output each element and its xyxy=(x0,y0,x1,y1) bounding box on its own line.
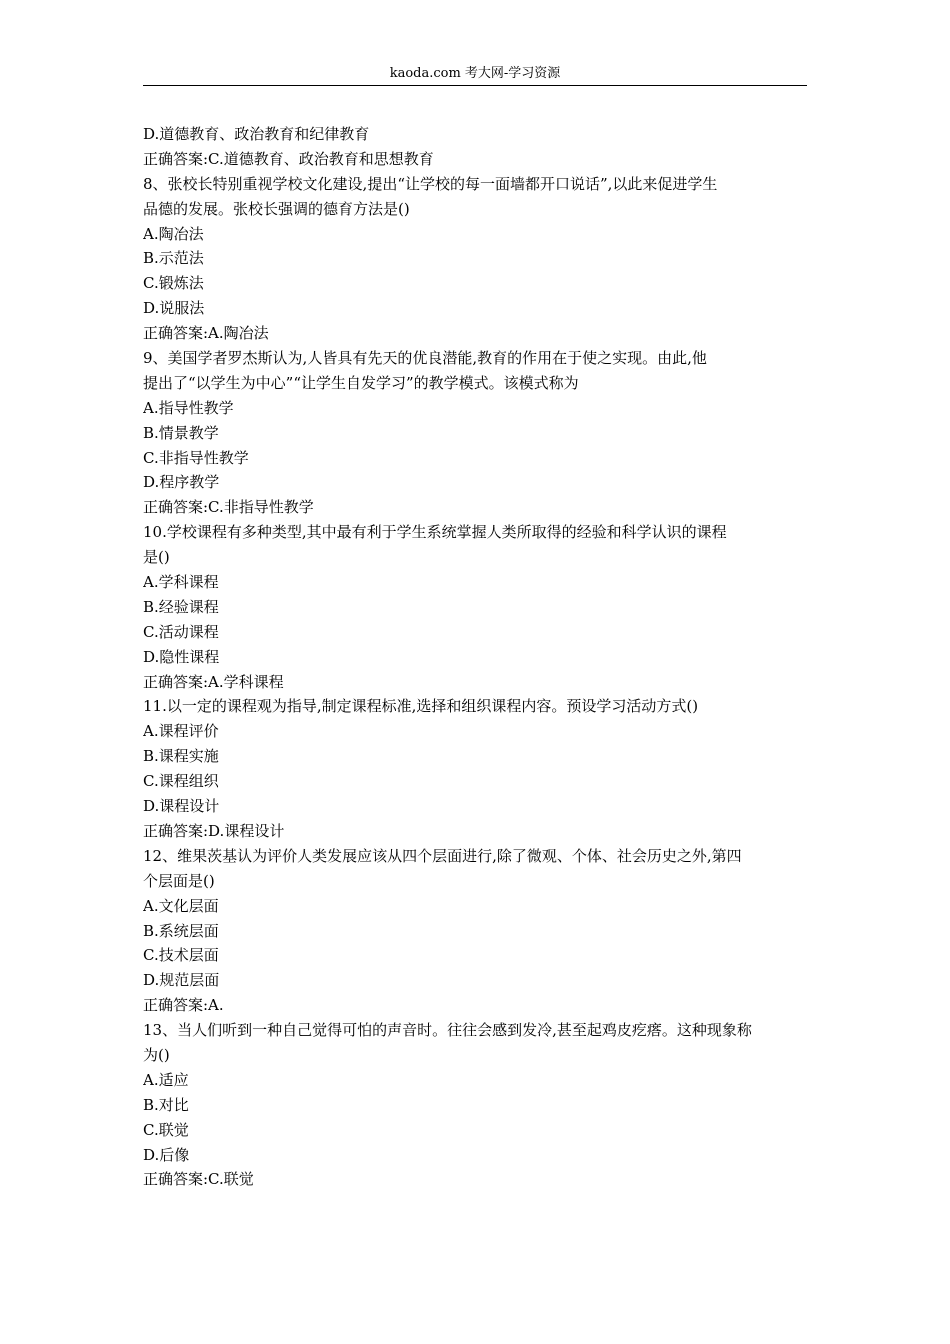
option-line: D.程序教学 xyxy=(143,473,220,492)
text-line: D.道德教育、政治教育和纪律教育 xyxy=(143,125,370,143)
option-line: D.后像 xyxy=(143,1145,190,1164)
option-line: D.规范层面 xyxy=(143,971,220,990)
option-line: A.课程评价 xyxy=(143,722,219,741)
question-line: 个层面是() xyxy=(143,871,215,890)
option-line: A.学科课程 xyxy=(143,573,219,592)
question-line: 12、维果茨基认为评价人类发展应该从四个层面进行,除了微观、个体、社会历史之外,第四 xyxy=(143,846,742,865)
option-line: B.情景教学 xyxy=(143,423,219,442)
question-line: 是() xyxy=(143,548,170,567)
option-line: A.文化层面 xyxy=(143,896,219,915)
question-line: 9、美国学者罗杰斯认为,人皆具有先天的优良潜能,教育的作用在于使之实现。由此,他 xyxy=(143,349,707,368)
option-line: B.课程实施 xyxy=(143,747,219,766)
option-line: D.隐性课程 xyxy=(143,647,220,666)
answer-line: 正确答案:A. xyxy=(143,996,224,1015)
question-line: 品德的发展。张校长强调的德育方法是() xyxy=(143,199,410,218)
page-header: kaoda.com 考大网-学习资源 xyxy=(389,66,561,81)
option-line: C.非指导性教学 xyxy=(143,448,249,467)
option-line: C.活动课程 xyxy=(143,622,219,641)
question-line: 8、张校长特别重视学校文化建设,提出“让学校的每一面墙都开口说话”,以此来促进学生 xyxy=(143,174,718,193)
option-line: C.联觉 xyxy=(143,1120,189,1139)
answer-line: 正确答案:A.学科课程 xyxy=(143,672,284,691)
question-line: 10.学校课程有多种类型,其中最有利于学生系统掌握人类所取得的经验和科学认识的课程 xyxy=(143,523,727,542)
question-line: 13、当人们听到一种自己觉得可怕的声音时。往往会感到发冷,甚至起鸡皮疙瘩。这种现象称 xyxy=(143,1021,752,1040)
answer-line: 正确答案:A.陶冶法 xyxy=(143,324,269,343)
answer-line: 正确答案:C.联觉 xyxy=(143,1170,254,1189)
option-line: D.课程设计 xyxy=(143,797,220,816)
option-line: A.陶冶法 xyxy=(143,224,204,243)
answer-line: 正确答案:C.非指导性教学 xyxy=(143,498,314,517)
answer-line: 正确答案:C.道德教育、政治教育和思想教育 xyxy=(143,149,434,168)
question-line: 11.以一定的课程观为指导,制定课程标准,选择和组织课程内容。预设学习活动方式() xyxy=(143,697,699,716)
option-line: B.示范法 xyxy=(143,249,204,268)
option-line: B.系统层面 xyxy=(143,921,219,940)
header-divider xyxy=(143,85,807,86)
option-line: C.锻炼法 xyxy=(143,274,204,293)
question-line: 为() xyxy=(143,1045,170,1064)
question-line: 提出了“以学生为中心”“让学生自发学习”的教学模式。该模式称为 xyxy=(143,373,579,392)
option-line: A.指导性教学 xyxy=(143,398,234,417)
option-line: A.适应 xyxy=(143,1070,189,1089)
answer-line: 正确答案:D.课程设计 xyxy=(143,821,285,840)
option-line: D.说服法 xyxy=(143,299,205,318)
option-line: B.经验课程 xyxy=(143,597,219,616)
option-line: C.课程组织 xyxy=(143,772,219,791)
option-line: C.技术层面 xyxy=(143,946,219,965)
option-line: B.对比 xyxy=(143,1095,189,1114)
document-body xyxy=(143,122,807,1192)
